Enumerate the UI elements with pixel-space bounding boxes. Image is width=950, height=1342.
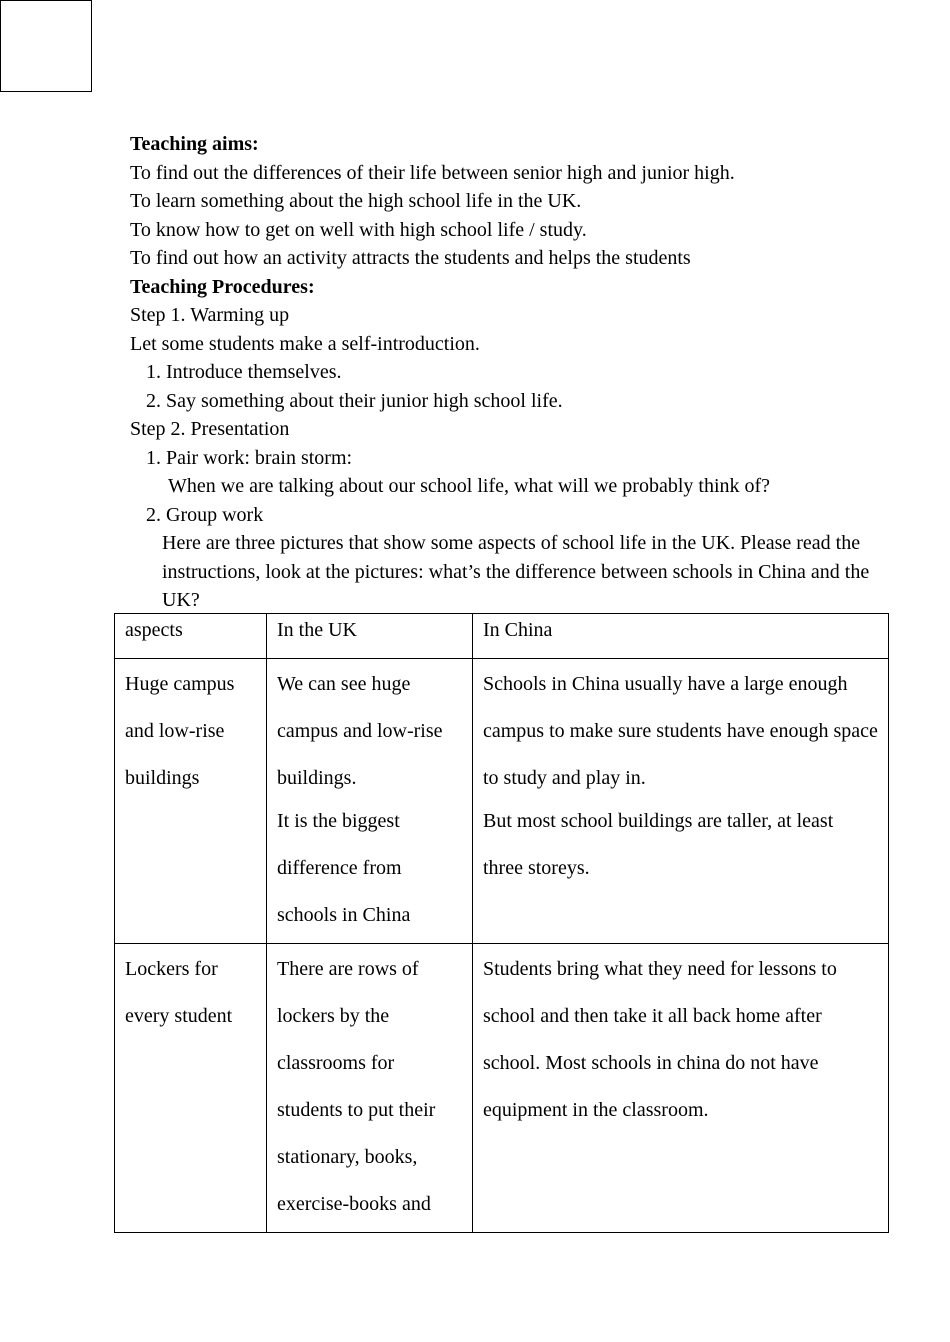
comparison-table <box>114 613 889 1233</box>
aim-item: To find out how an activity attracts the students and helps the students <box>130 247 691 269</box>
step2-item1-detail: When we are talking about our school life, what will we probably think of? <box>168 475 771 497</box>
table-header-row <box>115 614 889 659</box>
table-header-cell: In the UK <box>267 614 473 659</box>
aim-item: To learn something about the high school life in the UK. <box>130 190 582 212</box>
step1-title: Step 1. Warming up <box>130 304 290 326</box>
step2-item2: 2. Group work <box>146 503 264 526</box>
uk-cell <box>267 659 473 944</box>
china-text: Schools in China usually have a large enough campus to make sure students have enough space to study and play in. <box>483 673 878 789</box>
aim-item: To know how to get on well with high school life / study. <box>130 218 587 241</box>
uk-text: There are rows of lockers by the classrooms for students to put their stationary, books, exercise-books and <box>277 958 436 1215</box>
procedures-heading: Teaching Procedures: <box>130 275 315 298</box>
china-text: But most school buildings are taller, at least three storeys. <box>483 810 834 879</box>
table-row <box>115 944 889 1233</box>
step2-item1: 1. Pair work: brain storm: <box>146 446 353 469</box>
table-header-cell: In China <box>473 614 889 659</box>
aim-item: To find out the differences of their life between senior high and junior high. <box>130 161 735 184</box>
uk-cell <box>267 944 473 1233</box>
table-header-cell: aspects <box>115 614 267 659</box>
step1-item: 2. Say something about their junior high school life. <box>146 389 563 412</box>
china-cell <box>473 659 889 944</box>
aspect-cell: Huge campus and low-rise buildings <box>115 659 267 944</box>
table-row <box>115 659 889 944</box>
china-cell <box>473 944 889 1233</box>
aims-heading: Teaching aims: <box>130 133 259 155</box>
step1-intro: Let some students make a self-introduction. <box>130 332 480 355</box>
step1-item: 1. Introduce themselves. <box>146 361 342 383</box>
step2-title: Step 2. Presentation <box>130 418 290 440</box>
uk-text: We can see huge campus and low-rise buildings. <box>277 673 443 789</box>
uk-text: It is the biggest difference from schools in China <box>277 810 411 926</box>
china-text: Students bring what they need for lessons to school and then take it all back home after school. Most schools in china do not have equipment in the classroom. <box>483 958 837 1121</box>
step2-item2-detail: Here are three pictures that show some aspects of school life in the UK. Please read the instructions, look at the pictures: what’s the difference between schools in China and the UK? <box>162 532 870 611</box>
lesson-plan-text <box>130 130 890 615</box>
aspect-cell: Lockers for every student <box>115 944 267 1233</box>
corner-box <box>0 0 92 92</box>
